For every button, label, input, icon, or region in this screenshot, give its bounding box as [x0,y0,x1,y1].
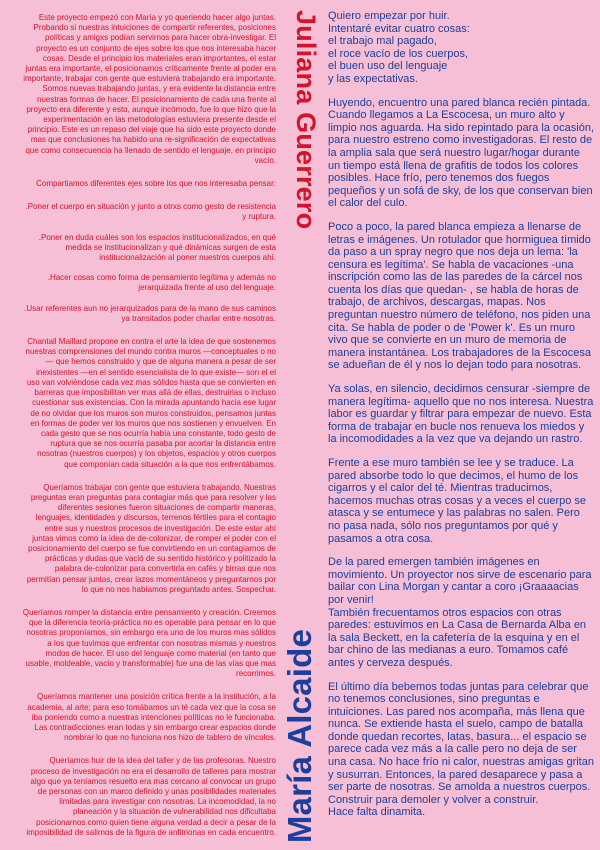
right-paragraph-7: El último día bebemos todas juntas para celebrar que no tenemos conclusiones, sino preguntas e intuiciones. Las pared nos acompaña, más llena que nunca. Se extiende hasta el suelo, campo de batalla donde quedan recortes, latas, basura... el espacio se parece cada vez más a la calle pero no deja de ser una casa. No hace frío ni calor, nuestras amigas gritan y susurran. Entonces, la pared desaparece y pasa a ser parte de nosotras. Se amolda a nuestros cuerpos. Construir para demoler y volver a construir. Hace falta dinamita. [328,680,594,819]
author-name-maria: María Alcaide [281,628,318,843]
left-text-column [22,12,276,850]
author-name-juliana: Juliana Guerrero [291,10,321,230]
right-paragraph-5: Frente a ese muro también se lee y se traduce. La pared absorbe todo lo que decimos, el humo de los cigarros y el calor del té. Mientras traducimos, hacemos muchas otras cosas y a veces el cuerpo se atasca y se entumece y las palabras no salen. Pero no pasa nada, sólo nos preguntamos por qué y pasamos a otra cosa. [328,457,587,545]
left-paragraph-axis-1: .Poner el cuerpo en situación y junto a otrxs como gesto de resistencia y ruptura. [25,201,276,222]
right-paragraph-6: De la pared emergen también imágenes en movimiento. Un proyector nos sirve de escenario para bailar con Lina Morgan y cantar a coro ¡Graaaacias por venir! También frecuentamos otros espacios con otras paredes: estuvimos en La Casa de Bernarda Alba en la sala Beckett, en la cafetería de la esquina y en el bar chino de las medianas a euro. Tomamos café antes y cerveza después. [328,556,592,669]
right-paragraph-3: Poco a poco, la pared blanca empieza a llenarse de letras e imágenes. Un rotulador que hormiguea tímido da paso a un spray negro que nos deja un lema: 'la censura es legítima'. Se habla de vacaciones -una inscripción como las de las paredes de la cárcel nos cuenta los días que quedan- , se habla de horas de trabajo, de archivos, descargas, mapas. Nos preguntan nuestro número de teléfono, nos piden una cita. Se habla de poder o de 'Power k'. Es un muro vivo que se convierte en un muro de memoria de manera instantánea. Los trabajadores de la Escocesa se adueñan de él y nos lo dejan todo para nosotras. [328,220,591,372]
right-paragraph-2: Huyendo, encuentro una pared blanca recién pintada. Cuando llegamos a La Escocesa, un muro alto y limpio nos aguarda. Ha sido repintado para la ocasión, para nuestro estreno como investigadoras. El resto de la amplia sala que será nuestro lugar/hogar durante un tiempo está llena de grafitis de todos los colores posibles. Hace frío, pero tenemos dos fuegos pequeños y un sofá de sky, de los que conservan bien el calor del culo. [328,96,594,210]
left-paragraph-maillard: Chantall Maillard propone en contra el arte la idea de que sostenemos nuestras comprensiones del mundo contra muros —conceptuales o no— que hemos construido y que de alguna manera a pesar de ser inexistentes —en el sentido esencialista de lo que existe— son el el uso van volviéndose cada vez mas sólidos hasta que se convierten en barreras que imposibilitan ver mas allá de ellas, destruirlas o incluso cuestionar sus existencias. Con la mirada apuntando hacia ese lugar de no olvidar que los muros son muros construidos, pensamos juntas en formas de poder ver los muros que nos sostienen y envuelven. En cada gesto que se nos ocurría había una constante, todo gesto de ruptura que se nos ocurría pasaba por acortar la distancia entre nosotras (nuestros cuerpos) y los objetos, espacios y otros cuerpos que componían cada situación a la que nos enfrentábamos. [25,336,277,469]
left-paragraph-institution: Queríamos mantener una posición crítica frente a la institución, a la academia, al arte; para eso tomábamos un té cada vez que la cosa se iba poniendo como a nuestras intenciones políticas no le funcionaba. Las contradicciones eran todas y sin embargo crear espacios donde nombrar lo que no funciona nos hizo de tablero de vínculos. [27,691,277,743]
right-paragraph-4: Ya solas, en silencio, decidimos censurar -siempre de manera legítima- aquello que no nos interesa. Nuestra labor es guardar y filtrar para empezar de nuevo. Esta forma de trabajar en bucle nos renueva los miedos y la incomodidades a la vez que va dejando un rastro. [328,383,594,446]
left-paragraph-axis-4: .Usar referentes aun no jerarquizados para de la mano de sus caminos ya transitados poder charlar entre nosotras. [24,302,276,323]
author-names-strip [281,2,321,847]
left-paragraph-theory-practice: Queríamos romper la distancia entre pensamiento y creación. Creemos que la diferencia teoría-práctica no es operable para pensar en lo que nosotras proponíamos, sin embargo era uno de los muros mas sólidos a los que tuvimos que enfrentar con nosotras mismas y nuestros modos de hacer. El uso del lenguaje como material (en tanto que usable, moldeable, vacío y transformable) fue una de las vías que mas recorrimos. [22,606,277,679]
left-paragraph-working-people: Queríamos trabajar con gente que estuviera trabajando. Nuestras preguntas eran preguntas para contagiar más que para resolver y las diferentes sesiones fueron situaciones de compartir maneras, lenguajes, identidades y discursos, terrenos fértiles para el contagio entre sus y nuestros procesos de investigación. De este estar ahí juntas vimos como la idea de de-colonizar, de romper el poder con el posicionamiento del cuerpo se fue convirtiendo en un contagiarnos de prácticas y dudas que vació de su sentido histórico y politizado la palabra de-colonizar para convertirla en cafés y birras que nos permitían pensar juntas, crear lazos momentáneos y preguntarnos por lo que no nos habíamos preguntado antes. Sospechar. [26,481,277,594]
right-text-column [328,10,594,830]
left-paragraph-intro: Este proyecto empezó con María y yo queriendo hacer algo juntas. Probando si nuestras intuiciones de compartir referentes, posiciones políticas y amigxs podían servirnos para hacer obra-investigar. El proyecto es un conjunto de ejes sobre los que nos interesaba hacer cosas. Desde el principio los materiales eran importantes, el estar juntas era importante, el posicionarnos críticamente frente al poder era importante, trabajar con gente que estuviera trabajando era importante. Somos nuevas trabajando juntas, y era evidente la distancia entre nuestras formas de hacer. El posicionamiento de cada una frente al proyecto era diferente y esto, aunque incómodo, fue lo que hizo que la experimentación en las metodologías estuviera presente desde el principio. Este es un repaso del viaje que ha sido este proyecto donde mas que conclusiones ha habido una re-significación de expectativas que como consecuencia ha llenado de sentido el lenguaje, en principio vacío. [23,12,277,165]
left-paragraph-axis-3: .Hacer cosas como forma de pensamiento legítima y además no jerarquizada frente al uso del lenguaje. [47,272,277,293]
left-paragraph-axes-heading: Compartiamos diferentes ejes sobre los que nos interesaba pensar: [36,178,276,189]
right-paragraph-1: Quiero empezar por huir. Intentaré evitar cuatro cosas: el trabajo mal pagado, el roce vacío de los cuerpos, el buen uso del lenguaje y las expectativas. [328,10,470,85]
left-paragraph-workshop: Queríamos huir de la idea del taller y de las profesoras. Nuestro proceso de investigación no era el desarrollo de talleres para mostrar algo que ya teníamos resuelto era mas cercano al convocar un grupo de personas con un marco definido y unas posibilidades materiales limitadas para investigar con nosotras. La incomodidad, la no planeación y la situación de vulnerabilidad nos dificultaba posicionarnos como quien tiene alguna verdad a decir a pesar de la imposibilidad de salirnos de la figura de anfitrionas en cada encuentro. [26,755,277,837]
left-paragraph-axis-2: .Poner en duda cuáles son los espacios institucionalizados, en qué medida se institucionalizan y qué dinámicas surgen de esta institucionalización al poner nuestros cuerpos ahí. [38,231,276,263]
